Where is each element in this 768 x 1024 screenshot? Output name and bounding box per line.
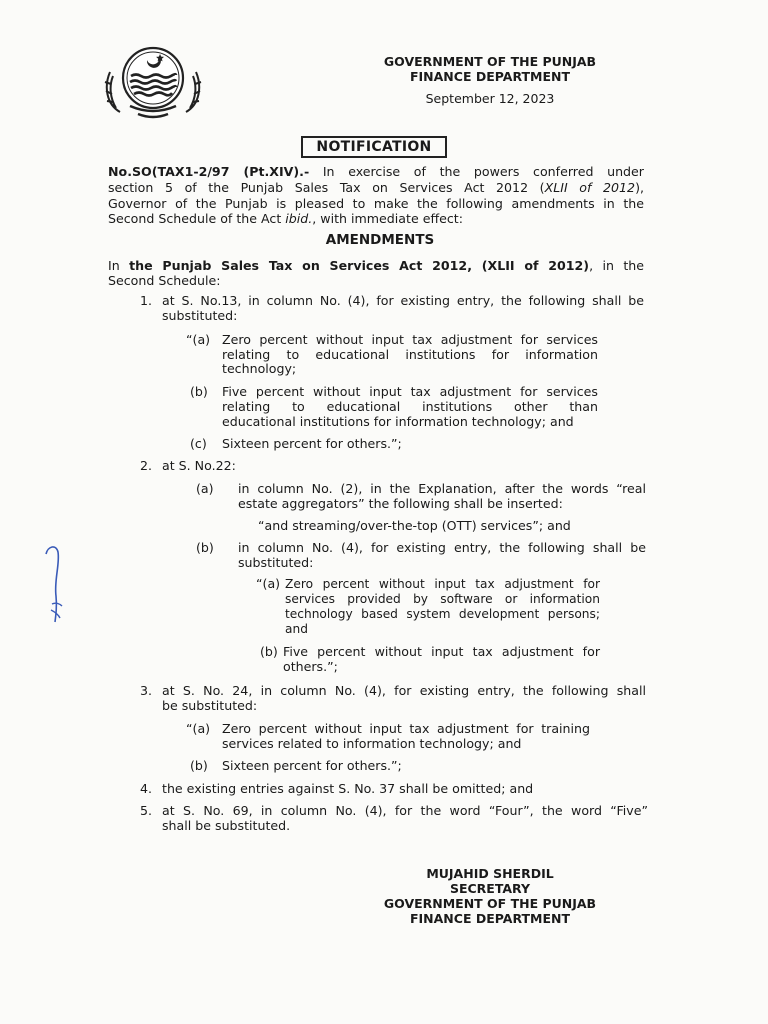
preamble-line-2 — [108, 181, 644, 196]
item-1a-line: Zero percent without input tax adjustment for services — [222, 332, 598, 347]
item-number: 5. — [140, 803, 153, 818]
sub-item-label: (c) — [190, 436, 207, 451]
item-1a-line: relating to educational institutions for information — [222, 347, 598, 362]
item-2b-a-line: Zero percent without input tax adjustment for — [285, 577, 600, 591]
sub-item-label: (b) — [190, 758, 208, 773]
sub-item-label: (a) — [196, 481, 214, 496]
signatory-department: FINANCE DEPARTMENT — [409, 911, 570, 926]
preamble-line-4 — [108, 212, 644, 227]
item-5-text: at S. No. 69, in column No. (4), for the word “Four”, the word “Five” — [162, 803, 648, 818]
item-2b-b-line: Five percent without input tax adjustment for — [283, 644, 600, 659]
item-3-text: at S. No. 24, in column No. (4), for existing entry, the following shall — [162, 683, 646, 698]
sub-item-label: (b) — [196, 540, 214, 555]
item-2b-a-line: and — [285, 622, 308, 636]
item-3-text-cont: be substituted: — [162, 698, 258, 713]
notification-date: September 12, 2023 — [425, 91, 555, 106]
item-1b-line: educational institutions for information technology; and — [222, 414, 574, 429]
signatory-org: GOVERNMENT OF THE PUNJAB — [383, 896, 597, 911]
preamble-text: ), — [635, 180, 644, 195]
emblem-icon — [100, 42, 206, 126]
signatory-name: MUJAHID SHERDIL — [426, 866, 554, 881]
item-1a-line: technology; — [222, 361, 297, 376]
punjab-government-emblem — [100, 42, 206, 126]
item-1b-line: Five percent without input tax adjustment for services — [222, 384, 598, 399]
item-1-text-cont: substituted: — [162, 308, 238, 323]
item-1c-line: Sixteen percent for others.”; — [222, 436, 402, 451]
preamble-line-3: Governor of the Punjab is pleased to make the following amendments in the — [108, 196, 644, 211]
item-2b-line: substituted: — [238, 555, 314, 570]
signatory-designation: SECRETARY — [449, 881, 531, 896]
pen-mark-icon — [38, 540, 74, 630]
preamble-text: , with immediate effect: — [312, 211, 463, 226]
item-2b-line: in column No. (4), for existing entry, the following shall be — [238, 540, 646, 555]
item-3a-line: Zero percent without input tax adjustment for training — [222, 721, 590, 736]
intro-line-2: Second Schedule: — [108, 273, 221, 288]
preamble-text: In exercise of the powers conferred under — [322, 164, 644, 179]
act-number: XLII of 2012 — [544, 180, 636, 195]
sub-item-label: “(a) — [256, 576, 281, 591]
item-2-text: at S. No.22: — [162, 458, 236, 473]
item-3a-line: services related to information technology; and — [222, 736, 522, 751]
item-4-text: the existing entries against S. No. 37 shall be omitted; and — [162, 781, 534, 796]
header-government: GOVERNMENT OF THE PUNJAB — [383, 54, 597, 69]
intro-text: , in the — [589, 258, 644, 273]
item-number: 1. — [140, 293, 153, 308]
sub-item-label: “(a) — [186, 721, 211, 736]
sub-item-label: “(a) — [186, 332, 211, 347]
handwritten-mark — [38, 540, 74, 630]
item-2b-b-line: others.”; — [283, 659, 338, 674]
preamble-text: section 5 of the Punjab Sales Tax on Services Act 2012 ( — [108, 180, 545, 195]
item-2b-a-line: services provided by software or information — [285, 592, 600, 606]
ibid-text: ibid. — [285, 211, 313, 226]
preamble-text: Second Schedule of the Act — [108, 211, 286, 226]
item-1b-line: relating to educational institutions other than — [222, 399, 598, 414]
notification-reference: No.SO(TAX1-2/97 (Pt.XIV).- — [108, 164, 310, 179]
sub-item-label: (b) — [190, 384, 208, 399]
item-2a-line: in column No. (2), in the Explanation, after the words “real — [238, 481, 646, 496]
notification-title: NOTIFICATION — [301, 136, 447, 158]
preamble-line-1 — [108, 165, 644, 180]
intro-line-1 — [108, 259, 644, 274]
intro-text: In — [108, 258, 120, 273]
amendments-heading: AMENDMENTS — [325, 232, 435, 248]
header-department: FINANCE DEPARTMENT — [409, 69, 570, 84]
item-2a-line: estate aggregators” the following shall be inserted: — [238, 496, 563, 511]
item-2b-a-line: technology based system development persons; — [285, 607, 600, 621]
item-number: 2. — [140, 458, 153, 473]
item-3b-line: Sixteen percent for others.”; — [222, 758, 402, 773]
item-5-text-cont: shall be substituted. — [162, 818, 291, 833]
sub-item-label: (b) — [260, 644, 278, 659]
item-number: 4. — [140, 781, 153, 796]
item-number: 3. — [140, 683, 153, 698]
item-1-text: at S. No.13, in column No. (4), for existing entry, the following shall be — [162, 293, 644, 308]
inserted-text: “and streaming/over-the-top (OTT) services”; and — [258, 518, 571, 533]
act-title: the Punjab Sales Tax on Services Act 2012, (XLII of 2012) — [129, 258, 590, 273]
